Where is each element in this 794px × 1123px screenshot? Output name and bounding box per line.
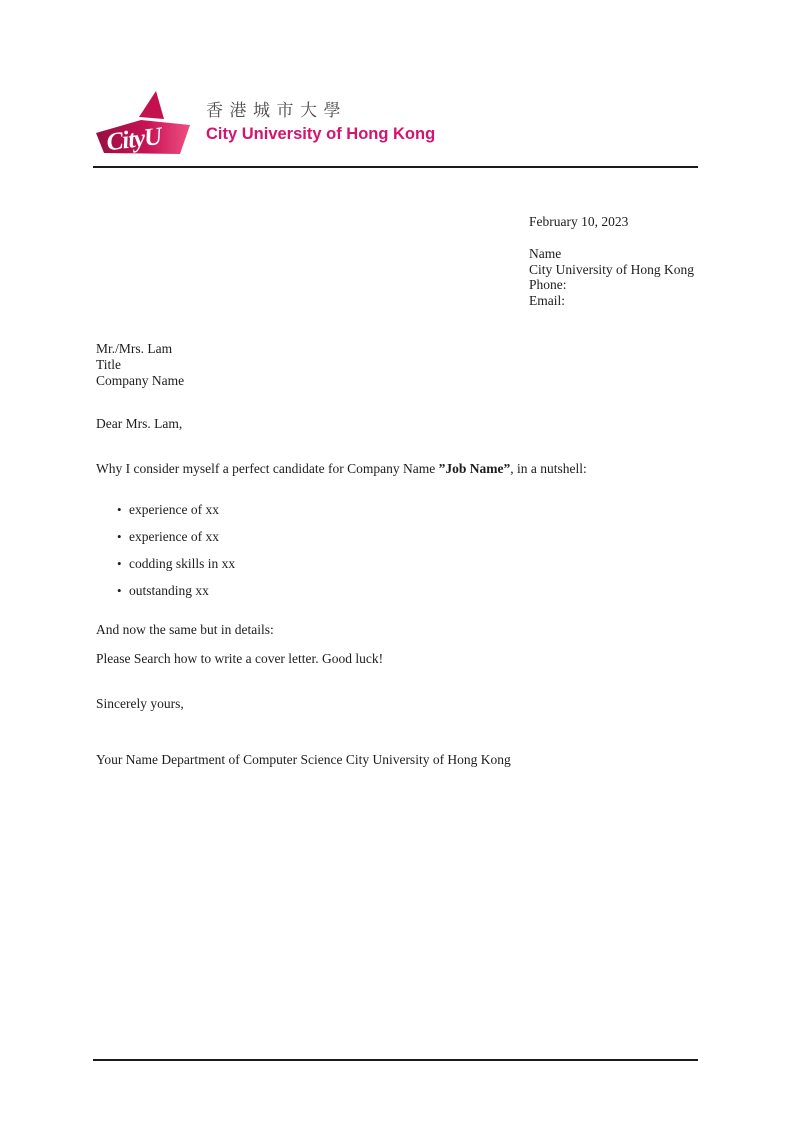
- cityu-logo: [95, 89, 435, 156]
- sender-name: Name: [529, 246, 562, 261]
- recipient-company: Company Name: [96, 373, 185, 388]
- intro-text-before: Why I consider myself a perfect candidate for Company Name: [96, 461, 439, 476]
- details-paragraph: And now the same but in details:: [96, 622, 274, 637]
- sender-organization: City University of Hong Kong: [529, 261, 694, 277]
- university-name-chinese: 香港城市大學: [206, 101, 347, 121]
- list-item: [96, 529, 235, 545]
- cityu-emblem-icon: [95, 89, 192, 156]
- university-name-english: City University of Hong Kong: [206, 125, 436, 143]
- footer-rule: [93, 1059, 698, 1061]
- sender-phone: Phone:: [529, 277, 567, 292]
- date-line: February 10, 2023: [529, 214, 629, 229]
- signature-line: Your Name Department of Computer Science City University of Hong Kong: [96, 752, 511, 767]
- logo-text-block: [206, 89, 435, 143]
- recipient-name: Mr./Mrs. Lam: [96, 341, 173, 356]
- list-item: [96, 556, 235, 572]
- qualifications-list: [96, 502, 235, 610]
- recipient-block: [96, 341, 184, 389]
- list-item-text: • experience of xx: [129, 502, 219, 517]
- recipient-title: Title: [96, 357, 122, 372]
- emblem-wordmark: CityU: [105, 122, 163, 156]
- header-rule: [93, 166, 698, 168]
- sender-email: Email:: [529, 292, 565, 308]
- closing-line: Sincerely yours,: [96, 696, 184, 711]
- list-item: [96, 502, 235, 518]
- salutation: Dear Mrs. Lam,: [96, 416, 183, 431]
- list-item-text: • experience of xx: [129, 529, 219, 544]
- list-item-text: • codding skills in xx: [129, 556, 236, 571]
- intro-paragraph: [96, 461, 656, 477]
- list-item: [96, 583, 235, 599]
- list-item-text: • outstanding xx: [129, 583, 209, 598]
- sender-block: [529, 246, 694, 308]
- job-name-bold: ”Job Name”: [438, 461, 511, 476]
- intro-text-after: , in a nutshell:: [510, 461, 587, 476]
- search-paragraph: Please Search how to write a cover letter. Good luck!: [96, 651, 384, 666]
- emblem-triangle: [139, 91, 164, 119]
